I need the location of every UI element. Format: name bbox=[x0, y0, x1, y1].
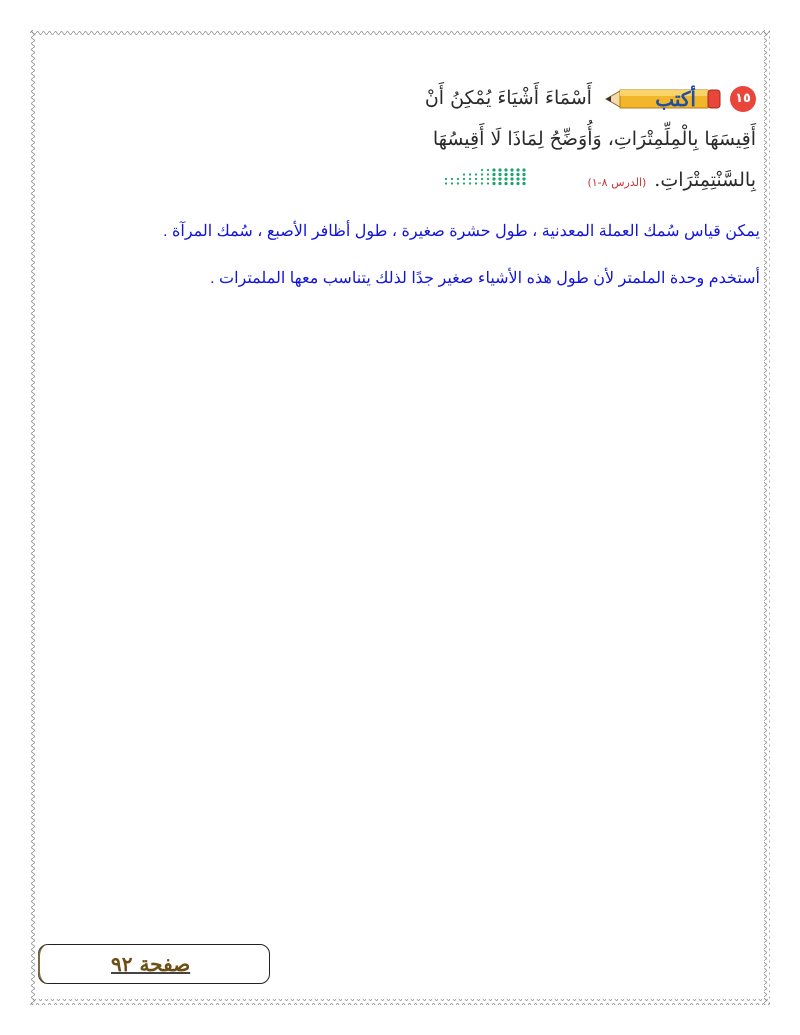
write-pencil-tag bbox=[604, 85, 722, 113]
answer-paragraph-1: يمكن قياس سُمك العملة المعدنية ، طول حشرة صغيرة ، طول أظافر الأصبع ، سُمك المرآة . bbox=[163, 223, 760, 240]
question-line-1 bbox=[360, 78, 756, 119]
question-line-3 bbox=[360, 160, 756, 203]
lesson-reference: (الدرس ٨-١) bbox=[587, 176, 647, 189]
answer-paragraph-2: أستخدم وحدة الملمتر لأن طول هذه الأشياء صغير جدًا لذلك يتناسب معها الملمترات . bbox=[210, 270, 760, 287]
dots-logo-icon bbox=[443, 161, 527, 202]
write-tag-label: أكتب bbox=[655, 87, 696, 111]
question-text-line-3: بِالسَّنْتِمِتْرَاتِ. bbox=[654, 169, 756, 191]
question-text-line-2: أَقِيسَهَا بِالْمِلِّمِتْرَاتِ، وَأُوَضِّحُ لِمَاذَا لَا أَقِيسُهَا bbox=[432, 128, 756, 150]
question-text-line-1: أَسْمَاءَ أَشْيَاءَ يُمْكِنُ أَنْ bbox=[424, 87, 592, 109]
page-number-label: صفحة ٩٢ bbox=[111, 952, 191, 976]
question-number-badge: ١٥ bbox=[730, 86, 756, 112]
question-block bbox=[360, 78, 756, 203]
page-number-box bbox=[38, 944, 270, 984]
